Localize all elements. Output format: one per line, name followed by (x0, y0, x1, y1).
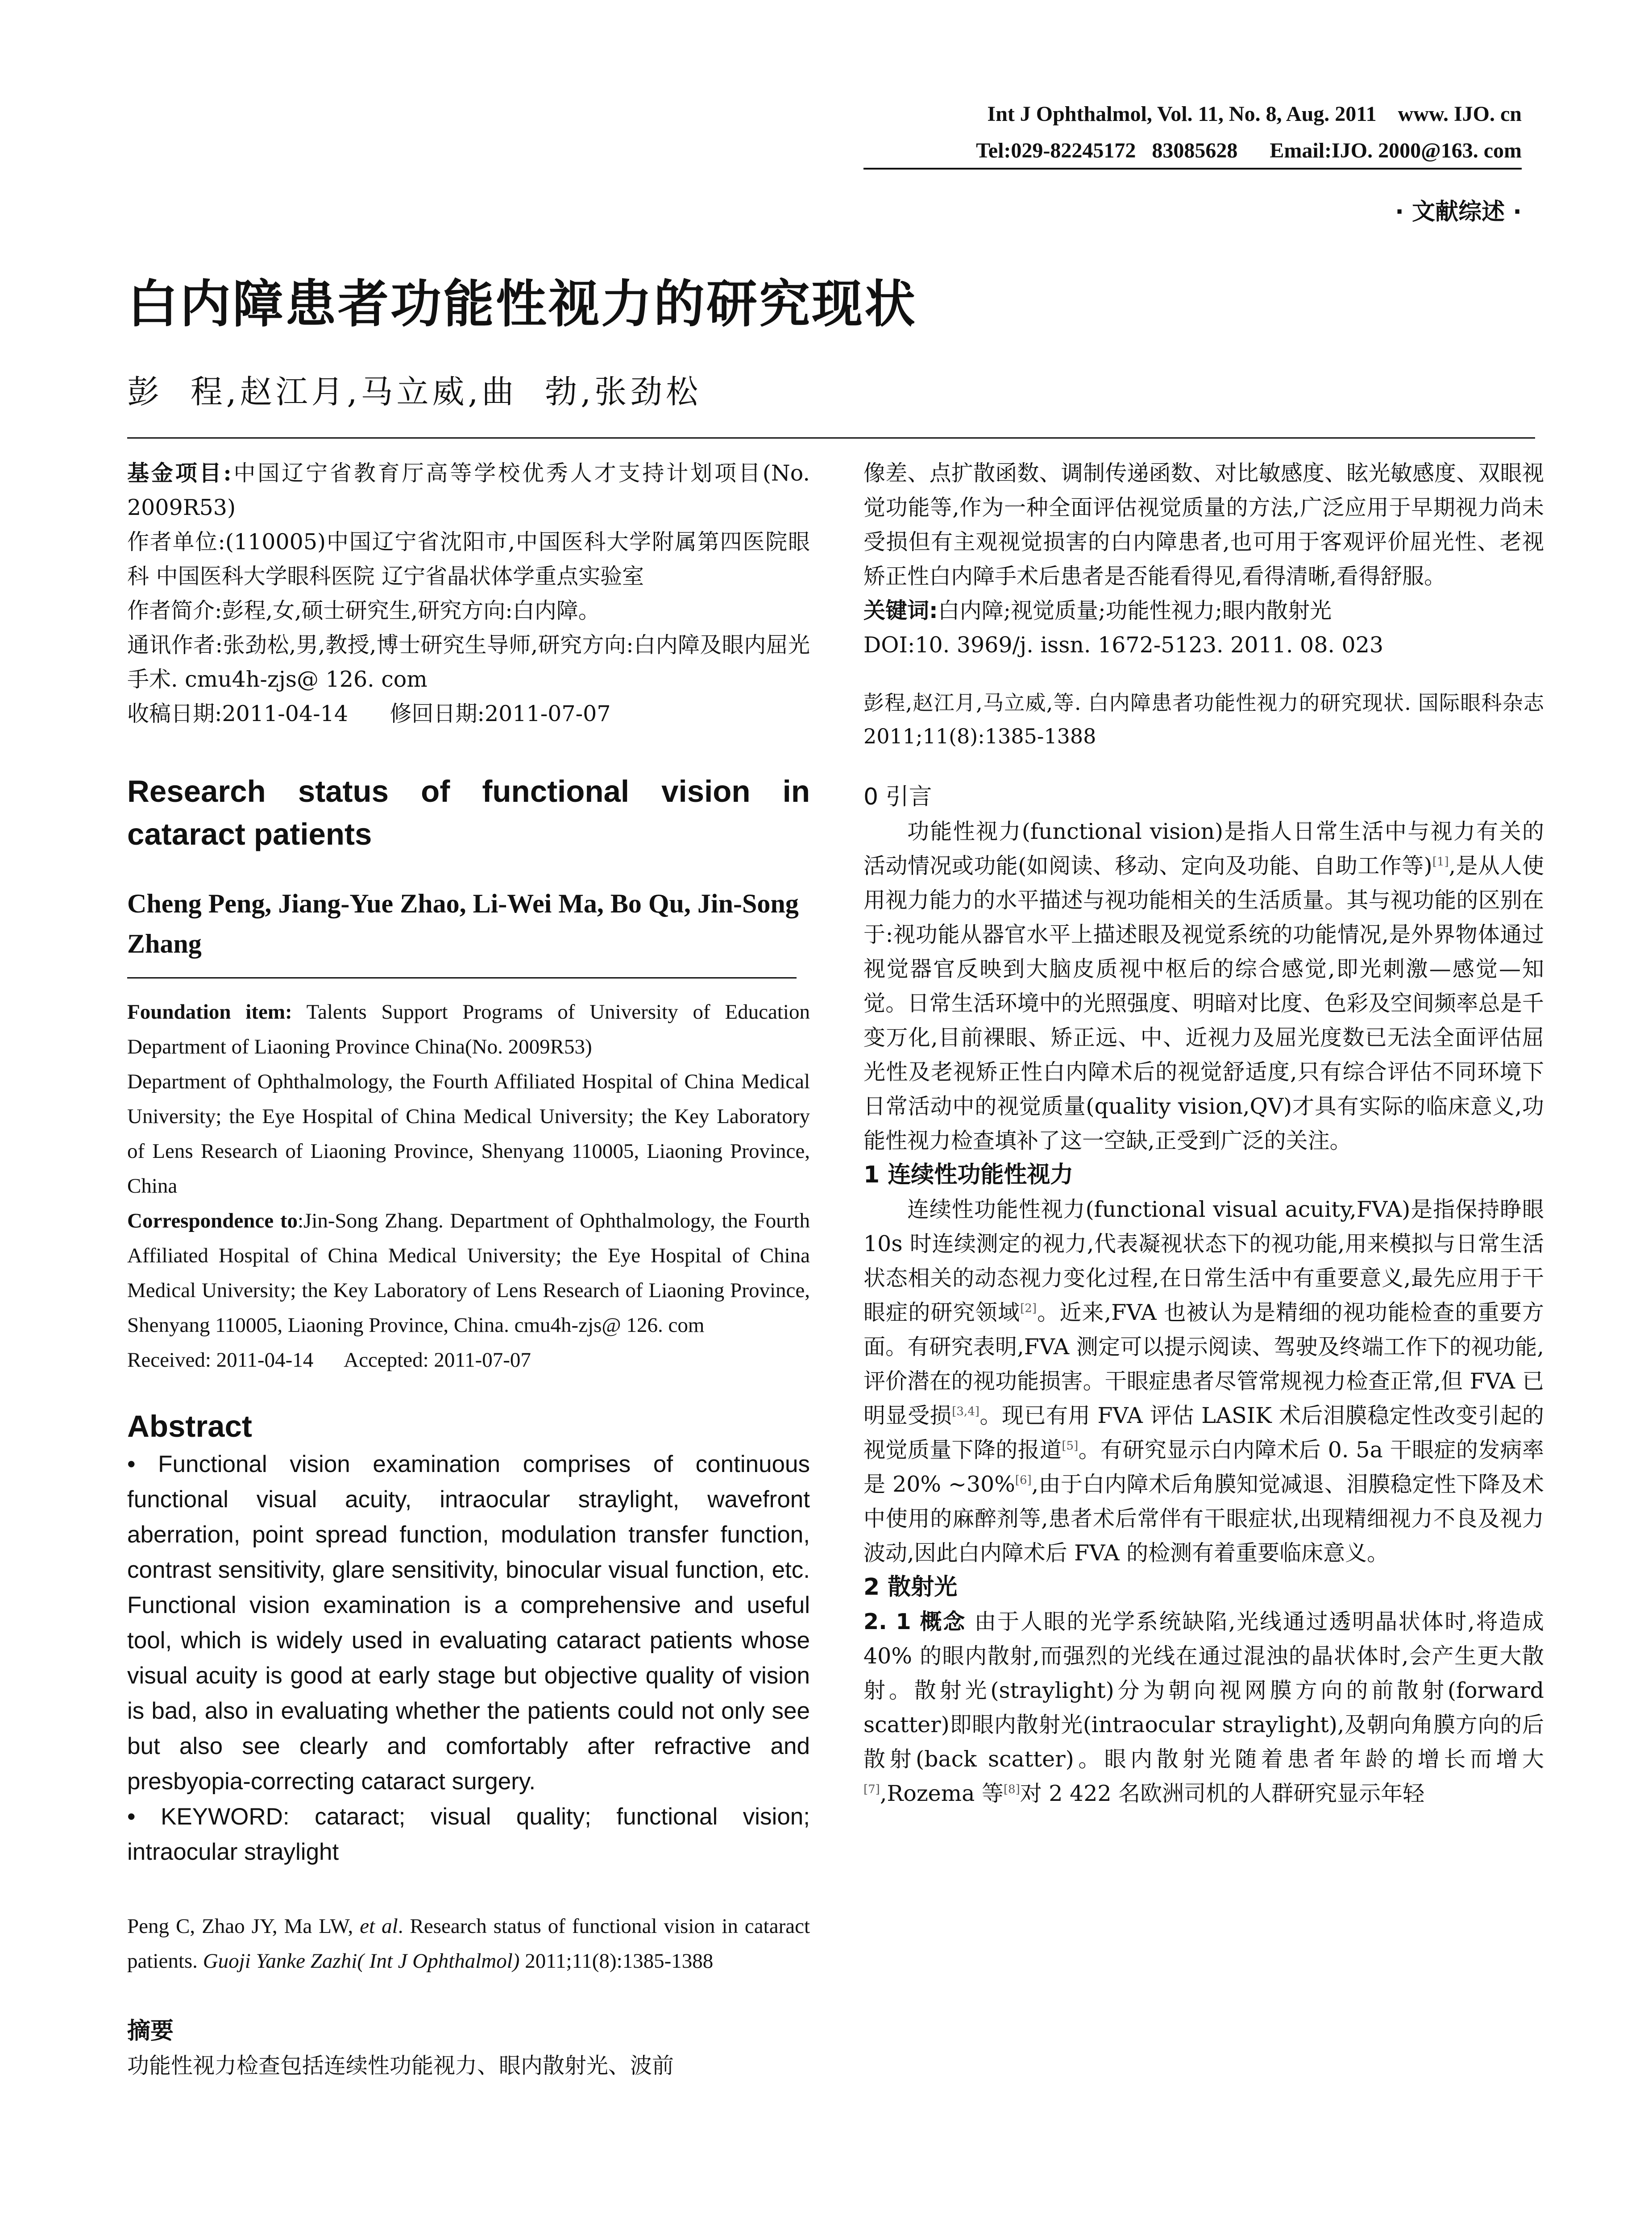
s1-text-a: 连续性功能性视力(functional visual acuity,FVA)是指保持睁眼 10s 时连续测定的视力,代表凝视状态下的视功能,用来模拟与日常生活状态相关的动态视力变化过程,在日常生活中有重要意义,最先应用于干眼症的研究领域 (863, 1197, 1544, 1325)
dates-cn: 收稿日期:2011-04-14 修回日期:2011-07-07 (127, 701, 611, 726)
section-2-heading: 2 散射光 (863, 1574, 958, 1601)
ref-4: [5] (1062, 1439, 1079, 1453)
cite-etal: et al (360, 1915, 398, 1938)
author-unit: 作者单位:(110005)中国辽宁省沈阳市,中国医科大学附属第四医院眼科 中国医科大学眼科医院 辽宁省晶状体学重点实验室 (127, 529, 810, 589)
cn-abstract-heading: 摘要 (127, 2018, 174, 2044)
section-1-heading: 1 连续性功能性视力 (863, 1161, 1074, 1188)
fund-text: 中国辽宁省教育厅高等学校优秀人才支持计划项目(No. 2009R53) (127, 460, 810, 520)
foundation-label: Foundation item: (127, 1000, 292, 1024)
s0-text-a: 功能性视力(functional vision)是指人日常生活中与视力有关的活动情况或功能(如阅读、移动、定向及功能、自助工作等) (863, 819, 1544, 879)
cn-citation: 彭程,赵江月,马立威,等. 白内障患者功能性视力的研究现状. 国际眼科杂志 2011;11(8):1385-1388 (863, 691, 1544, 748)
ref-2: [2] (1020, 1302, 1037, 1315)
abstract-body: • Functional vision examination comprises of continuous functional visual acuity, intraocular straylight, wavefront aberration, point spread function, modulation transfer function, contrast sensitivity, glare sensitivity, binocular visual function, etc. Functional vision examination is a comprehensive and useful tool, which is widely used in evaluating cataract patients whose visual acuity is good at early stage but objective quality of vision is bad, also in evaluating whether the patients could not only see but also see clearly and comfortably after refractive and presbyopia-correcting cataract surgery. (127, 1451, 810, 1795)
section-0-heading: 0 引言 (863, 784, 932, 810)
doi: DOI:10. 3969/j. issn. 1672-5123. 2011. 08. 023 (863, 632, 1384, 658)
fund-label: 基金项目: (127, 460, 232, 486)
correspondence-label: Correspondence to (127, 1209, 298, 1232)
english-citation (127, 1909, 810, 1978)
title-divider (127, 437, 1535, 439)
fund-info (127, 456, 810, 525)
ref-1: [1] (1432, 855, 1449, 869)
foundation-text: Talents Support Programs of University of Education Department of Liaoning Province China(No. 2009R53) (127, 1000, 810, 1058)
correspondence-en (127, 1203, 810, 1343)
cn-keywords (863, 593, 1544, 628)
section-2-1-label: 2. 1 概念 (863, 1609, 967, 1634)
correspondence-cn: 通讯作者:张劲松,男,教授,博士研究生导师,研究方向:白内障及眼内屈光手术. cmu4h-zjs@ 126. com (127, 632, 810, 692)
section-tag: · 文献综述 · (1395, 199, 1522, 225)
s1-text-b: 。近来,FVA 也被认为是精细的视功能检查的重要方面。有研究表明,FVA 测定可以提示阅读、驾驶及终端工作下的视功能,评价潜在的视功能损害。干眼症患者尽管常规视力检查正常,但 FVA 已明显受损 (863, 1300, 1544, 1428)
s21-text-b: ,Rozema 等 (880, 1781, 1004, 1806)
s1-text-d: 。有研究显示白内障术后 0. 5a 干眼症的发病率是 20% ~30% (863, 1437, 1544, 1497)
journal-header-line2: Tel:029-82245172 83085628 Email:IJO. 2000@163. com (976, 139, 1522, 162)
english-title: Research status of functional vision in cataract patients (127, 774, 810, 851)
cite-volume: 2011;11(8):1385-1388 (519, 1949, 714, 1973)
left-column (127, 456, 810, 2083)
ref-3: [3,4] (952, 1405, 980, 1418)
journal-header-line1: Int J Ophthalmol, Vol. 11, No. 8, Aug. 2011 www. IJO. cn (987, 102, 1522, 126)
ref-8: [8] (1003, 1783, 1020, 1796)
cite-title: . Research status of functional vision in cataract patients. (127, 1915, 810, 1973)
cn-abstract-text: 功能性视力检查包括连续性功能视力、眼内散射光、波前 (127, 2053, 674, 2078)
s0-text-b: ,是从人使用视力能力的水平描述与视功能相关的生活质量。其与视功能的区别在于:视功能从器官水平上描述眼及视觉系统的功能情况,是外界物体通过视觉器官反映到大脑皮质视中枢后的综合感觉,即光刺激—感觉—知觉。日常生活环境中的光照强度、明暗对比度、色彩及空间频率总是千变万化,目前裸眼、矫正远、中、近视力及屈光度数已无法全面评估屈光性及老视矫正性白内障术后的视觉舒适度,只有综合评估不同环境下日常活动中的视觉质量(quality vision,QV)才具有实际的临床意义,功能性视力检查填补了这一空缺,正受到广泛的关注。 (863, 853, 1544, 1153)
section-0-body (863, 814, 1544, 1158)
en-author-divider (127, 977, 797, 979)
ref-7: [7] (863, 1783, 880, 1796)
s21-text-a: 由于人眼的光学系统缺陷,光线通过透明晶状体时,将造成 40% 的眼内散射,而强烈的光线在通过混浊的晶状体时,会产生更大散射。散射光(straylight)分为朝向视网膜方向的前散射(forward scatter)即眼内散射光(intraocular straylight),及朝向角膜方向的后散射(back scatter)。眼内散射光随着患者年龄的增长而增大 (863, 1609, 1544, 1772)
cite-authors: Peng C, Zhao JY, Ma LW, (127, 1915, 360, 1938)
s1-text-c: 。现已有用 FVA 评估 LASIK 术后泪膜稳定性改变引起的视觉质量下降的报道 (863, 1403, 1544, 1463)
cite-journal: Guoji Yanke Zazhi( Int J Ophthalmol) (203, 1949, 520, 1973)
section-2-1-body (863, 1605, 1544, 1811)
department-en: Department of Ophthalmology, the Fourth Affiliated Hospital of China Medical University; the Eye Hospital of China Medical University; the Key Laboratory of Lens Research of Liaoning Province, Shenyang 110005, Liaoning Province, China (127, 1070, 810, 1198)
english-authors: Cheng Peng, Jiang-Yue Zhao, Li-Wei Ma, Bo Qu, Jin-Song Zhang (127, 889, 799, 958)
abstract-keywords: • KEYWORD: cataract; visual quality; functional vision; intraocular straylight (127, 1804, 810, 1865)
authors: 彭 程,赵江月,马立威,曲 勃,张劲松 (127, 373, 702, 411)
keywords-label: 关键词: (863, 598, 938, 623)
abstract-heading: Abstract (127, 1409, 252, 1443)
section-1-body (863, 1192, 1544, 1570)
correspondence-text: :Jin-Song Zhang. Department of Ophthalmology, the Fourth Affiliated Hospital of China Medical University; the Eye Hospital of China Medical University; the Key Laboratory of Lens Research of Liaoning Province, Shenyang 110005, Liaoning Province, China. cmu4h-zjs@ 126. com (127, 1209, 810, 1337)
header-underline (863, 168, 1522, 170)
s21-text-c: 对 2 422 名欧洲司机的人群研究显示年轻 (1020, 1781, 1425, 1806)
cn-abstract-continued: 像差、点扩散函数、调制传递函数、对比敏感度、眩光敏感度、双眼视觉功能等,作为一种全面评估视觉质量的方法,广泛应用于早期视力尚未受损但有主观视觉损害的白内障患者,也可用于客观评价屈光性、老视矫正性白内障手术后患者是否能看得见,看得清晰,看得舒服。 (863, 460, 1544, 589)
keywords-text: 白内障;视觉质量;功能性视力;眼内散射光 (938, 598, 1332, 623)
s1-text-e: ,由于白内障术后角膜知觉减退、泪膜稳定性下降及术中使用的麻醉剂等,患者术后常伴有干眼症状,出现精细视力不良及视力波动,因此白内障术后 FVA 的检测有着重要临床意义。 (863, 1472, 1544, 1566)
foundation-en (127, 995, 810, 1064)
ref-5: [6] (1015, 1473, 1032, 1487)
dates-en: Received: 2011-04-14 Accepted: 2011-07-07 (127, 1348, 531, 1372)
page-title: 白内障患者功能性视力的研究现状 (127, 274, 917, 334)
right-column (863, 456, 1544, 1811)
author-intro: 作者简介:彭程,女,硕士研究生,研究方向:白内障。 (127, 598, 600, 623)
